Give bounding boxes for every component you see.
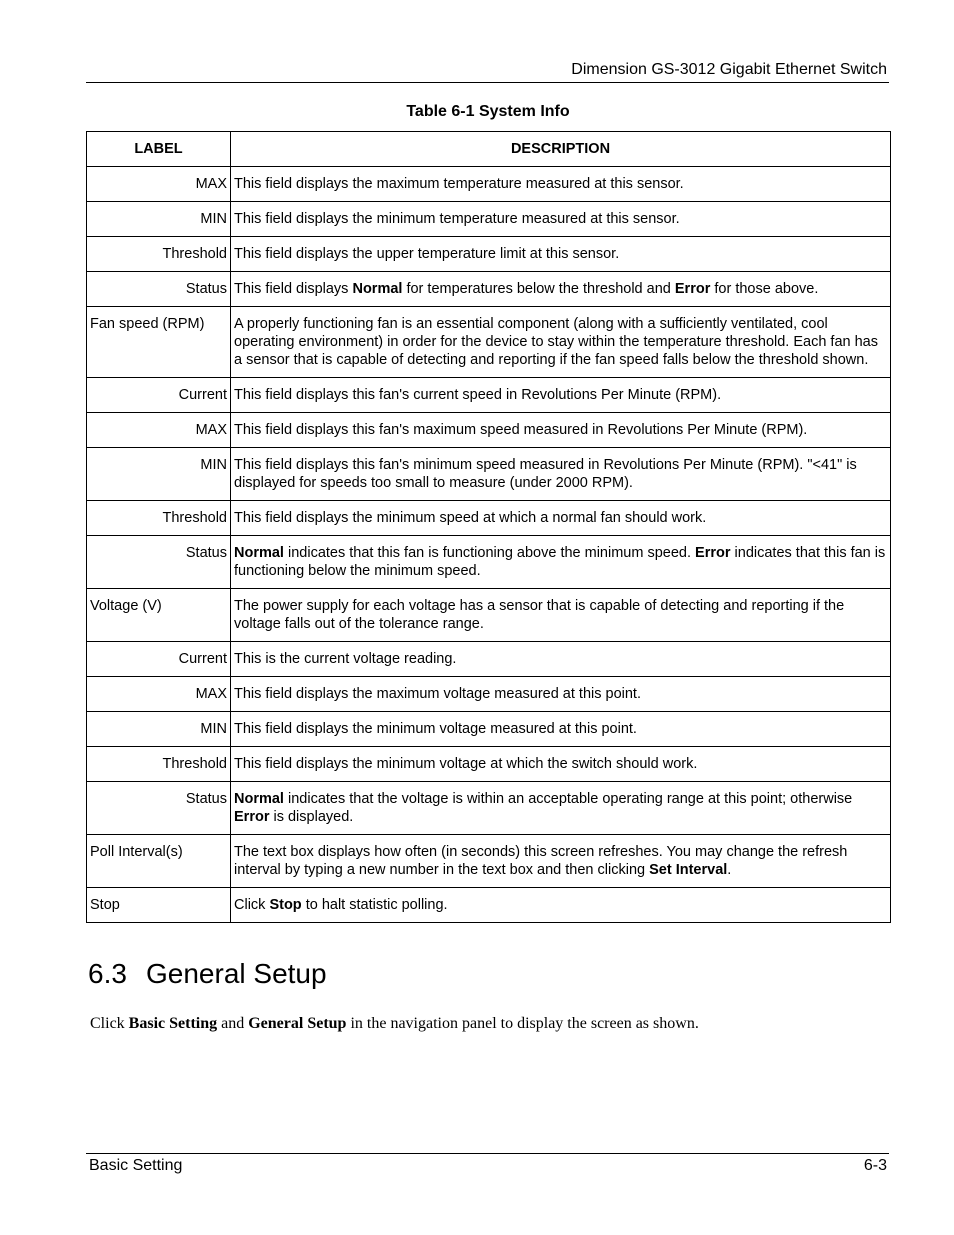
row-description [231,378,891,413]
row-description [231,237,891,272]
row-label: Status [87,782,231,835]
text-run: A properly functioning fan is an essential component (along with a sufficiently ventilated, cool operating environment) in order for the device to stay within the temperature threshold. Each fan has a sensor that is capable of detecting and reporting if the fan speed falls below the threshold shown. [234,316,878,368]
text-run: indicates that this fan is functioning below the minimum speed. [234,545,886,579]
section-body-text [90,1014,699,1034]
text-run: This field displays the minimum speed at which a normal fan should work. [234,510,707,526]
table-row [87,712,891,747]
text-run: This field displays the minimum voltage at which the switch should work. [234,756,698,772]
table-row [87,272,891,307]
bold-text: Stop [269,897,302,913]
text-run: This field displays the minimum voltage measured at this point. [234,721,637,737]
row-label: Poll Interval(s) [87,835,231,888]
bold-text: Normal [234,545,284,561]
text-run: is displayed. [269,809,354,825]
text-run: This field displays the maximum voltage measured at this point. [234,686,641,702]
row-description [231,413,891,448]
text-run: and [217,1015,249,1032]
footer-chapter: Basic Setting [89,1157,183,1174]
row-label: Threshold [87,501,231,536]
row-description [231,677,891,712]
row-label: Current [87,642,231,677]
text-run: The power supply for each voltage has a sensor that is capable of detecting and reporting if the voltage falls out of the tolerance range. [234,598,845,632]
text-run: This field displays the upper temperature limit at this sensor. [234,246,620,262]
row-label: Stop [87,888,231,923]
row-label: Status [87,536,231,589]
page-header [86,60,889,83]
row-label: Threshold [87,237,231,272]
table-row [87,835,891,888]
row-description [231,782,891,835]
row-label: MAX [87,677,231,712]
table-row [87,536,891,589]
table-row [87,888,891,923]
bold-text: Error [674,281,711,297]
table-row [87,413,891,448]
system-info-table [86,131,891,923]
row-label: MIN [87,448,231,501]
row-description [231,448,891,501]
table-row [87,448,891,501]
text-run: This field displays this fan's current speed in Revolutions Per Minute (RPM). [234,387,722,403]
section-title: General Setup [146,958,327,989]
table-row [87,378,891,413]
text-run: . [727,862,732,878]
table-row [87,237,891,272]
row-description [231,888,891,923]
text-run: to halt statistic polling. [301,897,448,913]
text-run: indicates that the voltage is within an acceptable operating range at this point; otherwise [283,791,853,807]
section-heading [88,956,327,992]
table-row [87,167,891,202]
table-row [87,589,891,642]
row-description [231,536,891,589]
row-label: MAX [87,413,231,448]
row-description [231,202,891,237]
bold-text: Basic Setting [128,1015,218,1032]
bold-text: General Setup [248,1015,347,1032]
table-body [87,167,891,923]
text-run: The text box displays how often (in seconds) this screen refreshes. You may change the refresh interval by typing a new number in the text box and then clicking [234,844,848,878]
text-run: This field displays this fan's minimum speed measured in Revolutions Per Minute (RPM). "<41" is displayed for speeds too small to measure (under 2000 RPM). [234,457,857,491]
row-label: Threshold [87,747,231,782]
bold-text: Normal [352,281,403,297]
bold-text: Error [695,545,731,561]
row-description [231,307,891,378]
table-row [87,307,891,378]
row-description [231,272,891,307]
table-row [87,782,891,835]
column-header-description: DESCRIPTION [231,132,891,167]
text-run: This is the current voltage reading. [234,651,457,667]
row-label: Fan speed (RPM) [87,307,231,378]
bold-text: Normal [234,791,284,807]
row-description [231,835,891,888]
text-run: in the navigation panel to display the screen as shown. [346,1015,699,1032]
section-number: 6.3 [88,958,127,989]
column-header-label: LABEL [87,132,231,167]
row-label: MAX [87,167,231,202]
bold-text: Set Interval [649,862,728,878]
text-run: This field displays [234,281,353,297]
row-description [231,747,891,782]
row-description [231,501,891,536]
text-run: This field displays the maximum temperature measured at this sensor. [234,176,684,192]
table-header-row [87,132,891,167]
row-label: Voltage (V) [87,589,231,642]
table-row [87,501,891,536]
text-run: This field displays the minimum temperature measured at this sensor. [234,211,680,227]
text-run: This field displays this fan's maximum speed measured in Revolutions Per Minute (RPM). [234,422,808,438]
table-row [87,642,891,677]
row-description [231,167,891,202]
row-label: Status [87,272,231,307]
text-run: for those above. [710,281,819,297]
table-row [87,747,891,782]
header-title: Dimension GS-3012 Gigabit Ethernet Switch [571,61,887,78]
footer-page-number: 6-3 [863,1157,887,1174]
table-caption: Table 6-1 System Info [406,103,570,120]
bold-text: Error [234,809,270,825]
text-run: for temperatures below the threshold and [402,281,675,297]
text-run: Click [234,897,270,913]
text-run: indicates that this fan is functioning above the minimum speed. [283,545,696,561]
row-label: Current [87,378,231,413]
table-row [87,677,891,712]
page-footer [86,1153,889,1174]
table-row [87,202,891,237]
row-description [231,712,891,747]
text-run: Click [90,1015,129,1032]
row-label: MIN [87,202,231,237]
row-description [231,589,891,642]
row-description [231,642,891,677]
row-label: MIN [87,712,231,747]
